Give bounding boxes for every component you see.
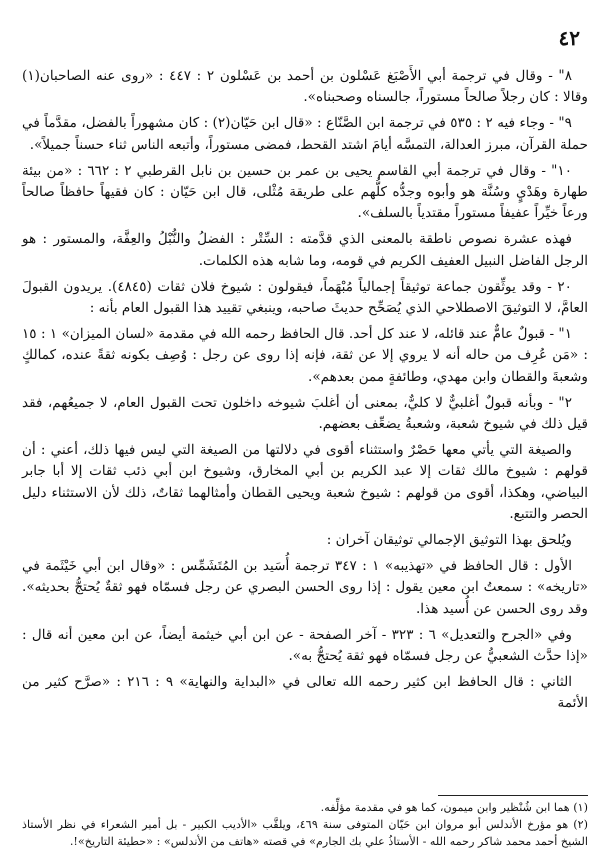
paragraph: ١٠" - وقال في ترجمة أبي القاسم يحيى بن عمر بن حسين بن نابل القرطبي ٢ : ٦٦٢ : «من بيئة طهارة وهَدْيٍ وسُنَّة هو وأبوه وجدُّه كلُّهم على طريقة مُثْلى، قال ابن حَيّان : كان فقيهاً حافظاً صالحاً ورعاً خيِّراً عفيفاً مستوراً مقتدياً بالسلف». — [22, 162, 588, 222]
paragraph: والصيغة التي يأتي معها حَصْرٌ واستثناء أقوى في دلالتها من الصيغة التي ليس فيها ذلك، أعني : أن قولهم : شيوخ مالك ثقات إلا عبد الكريم بن أبي المخارق، وشيوخ ابن أبي ذئب ثقات إلا أبا جابر البياضي، وهكذا، أقوى من قولهم : شيوخ شعبة ويحيى القطان وأمثالهما ثقاتٌ، ذلك لأن الاستثناء دليل الحصر والتتبع. — [22, 442, 588, 522]
page-number: ٤٢ — [558, 26, 580, 50]
paragraph: ١" - قبولٌ عامٌّ عند قائله، لا عند كل أحد. قال الحافظ رحمه الله في مقدمة «لسان الميزان» ١ : ١٥ : «مَن عُرِف من حاله أنه لا يروي إلا عن ثقة، فإنه إذا روى عن رجل : وُصِف بكونه ثقةً عنده، كمالكٍ وشعبةَ والقطان وابن مهدي، وطائفةٍ ممن بعدهم». — [22, 326, 588, 385]
paragraph: ويُلحق بهذا التوثيق الإجمالي توثيقان آخران : — [326, 532, 572, 549]
main-text — [22, 66, 588, 720]
footnote: (٢) هو مؤرخ الأندلس أبو مروان ابن حَيّان المتوفى سنة ٤٦٩، ويلقَّب «الأديب الكبير - بل أمير الشعراء في نظر الأستاذ الشيخ أحمد محمد شاكر رحمه الله - الأستاذُ علي بك الجارم» في قصته «هاتف من الأندلس» : «حطيئة التاريخ»!. — [22, 818, 588, 848]
paragraph: وفي «الجرح والتعديل» ٦ : ٣٢٣ - آخر الصفحة - عن ابن أبي خيثمة أيضاً، عن ابن معين أنه قال : «إذا حدَّث الشعبيُّ عن رجل فسمّاه فهو ثقة يُحتجُّ به». — [22, 626, 588, 665]
paragraph: ٢" - وبأنه قبولٌ أغلبيٌّ لا كليٌّ، بمعنى أن أغلبَ شيوخه داخلون تحت القبول العام، لا جميعُهم، فقد قيل ذلك في شيوخ شعبة، وشعبةُ يضعِّف بعضهم. — [22, 394, 588, 433]
paragraph: ٨" - وقال في ترجمة أبي الأَصْبَغ عَسْلون بن أحمد بن عَسْلون ٢ : ٤٤٧ : «روى عنه الصاحبان(١) وقالا : كان رجلاً صالحاً مستوراً، جالسناه وصحبناه». — [22, 68, 588, 106]
footnote-divider — [438, 795, 588, 796]
paragraph: ٢٠ - وقد يوثِّقون جماعة توثيقاً إجمالياً مُبْهَماً، فيقولون : شيوخ فلان ثقات (٤٨٤٥). يريدون القبولَ العامَّ، لا التوثيقَ الاصطلاحي الذي يُصَحِّح حديثَ صاحبه، وينبغي تقييد هذا القبول العام بأنه : — [22, 278, 588, 317]
paragraph: الثاني : قال الحافظ ابن كثير رحمه الله تعالى في «البداية والنهاية» ٩ : ٢١٦ : «صرَّح كثير من الأئمة — [22, 674, 588, 712]
paragraph: ٩" - وجاء فيه ٢ : ٥٣٥ في ترجمة ابن الصَّنّاع : «قال ابن حَيّان(٢) : كان مشهوراً بالفضل، مقدَّماً في حملة القرآن، مبرز العدالة، التمسَّه أيامَ اشتد القحط، فمضى مستوراً، وأتبعه الناس ثناء حسناً جميلاً». — [22, 115, 588, 153]
footnote: (١) هما ابن شُنْظير وابن ميمون، كما هو في مقدمة مؤلِّفه. — [320, 801, 588, 814]
footnotes — [22, 799, 588, 850]
paragraph: الأول : قال الحافظ في «تهذيبه» ١ : ٣٤٧ ترجمة أُسَيد بن المُتَشَمِّس : «وقال ابن أبي خَيْثَمة في «تاريخه» : سمعتُ ابن معين يقول : إذا روى الحسن البصري عن رجل فسمّاه فهو ثقةٌ يُحتجُّ بحديثه». وقد روى الحسن عن أُسيد هذا. — [22, 558, 588, 617]
paragraph: فهذه عشرة نصوص ناطقة بالمعنى الذي قدَّمته : السِّتْر : الفضلُ والنُّبْلُ والعِفَّة، والمستور : هو الرجل الفاضل النبيل العفيف الكريم في قومه، وما شابه هذه الكلمات. — [22, 231, 588, 269]
